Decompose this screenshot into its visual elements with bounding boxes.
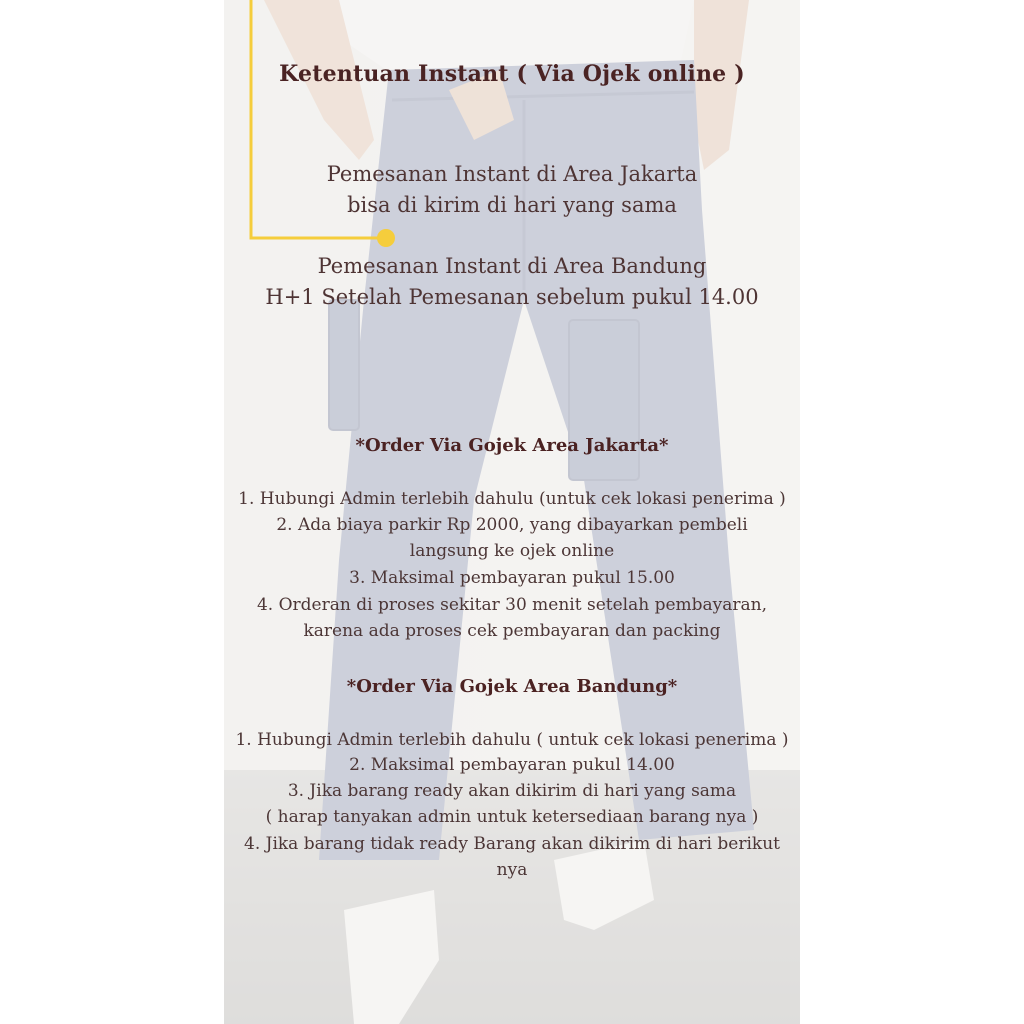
jakarta-rule-line: 4. Orderan di proses sekitar 30 menit setelah pembayaran, (256, 595, 768, 615)
bandung-section-heading: *Order Via Gojek Area Bandung* (346, 676, 678, 697)
jakarta-rule-line: 1. Hubungi Admin terlebih dahulu (untuk cek lokasi penerima ) (238, 489, 786, 509)
jakarta-note-line-1: Pemesanan Instant di Area Jakarta (326, 162, 698, 186)
jakarta-note-line-2: bisa di kirim di hari yang sama (347, 193, 677, 217)
bandung-rule-line: 4. Jika barang tidak ready Barang akan dikirim di hari berikut (244, 834, 780, 854)
poster (224, 0, 800, 1024)
bandung-note-line-1: Pemesanan Instant di Area Bandung (317, 254, 707, 278)
bandung-rule-line: 2. Maksimal pembayaran pukul 14.00 (349, 755, 675, 775)
bandung-rule-line: 3. Jika barang ready akan dikirim di hari yang sama (287, 781, 737, 801)
page-title: Ketentuan Instant ( Via Ojek online ) (279, 61, 745, 87)
jakarta-rule-line: langsung ke ojek online (409, 541, 615, 561)
jakarta-rule-line: 2. Ada biaya parkir Rp 2000, yang dibayarkan pembeli (276, 515, 748, 535)
bandung-rule-line: ( harap tanyakan admin untuk ketersediaan barang nya ) (265, 807, 759, 827)
jakarta-rule-line: karena ada proses cek pembayaran dan packing (303, 621, 721, 641)
bandung-rule-line: nya (496, 860, 528, 880)
bandung-note-line-2: H+1 Setelah Pemesanan sebelum pukul 14.00 (265, 285, 759, 309)
jakarta-section-heading: *Order Via Gojek Area Jakarta* (355, 435, 669, 456)
bandung-rule-line: 1. Hubungi Admin terlebih dahulu ( untuk cek lokasi penerima ) (235, 730, 789, 750)
accent-dot-icon (377, 229, 395, 247)
jakarta-rule-line: 3. Maksimal pembayaran pukul 15.00 (349, 568, 675, 588)
